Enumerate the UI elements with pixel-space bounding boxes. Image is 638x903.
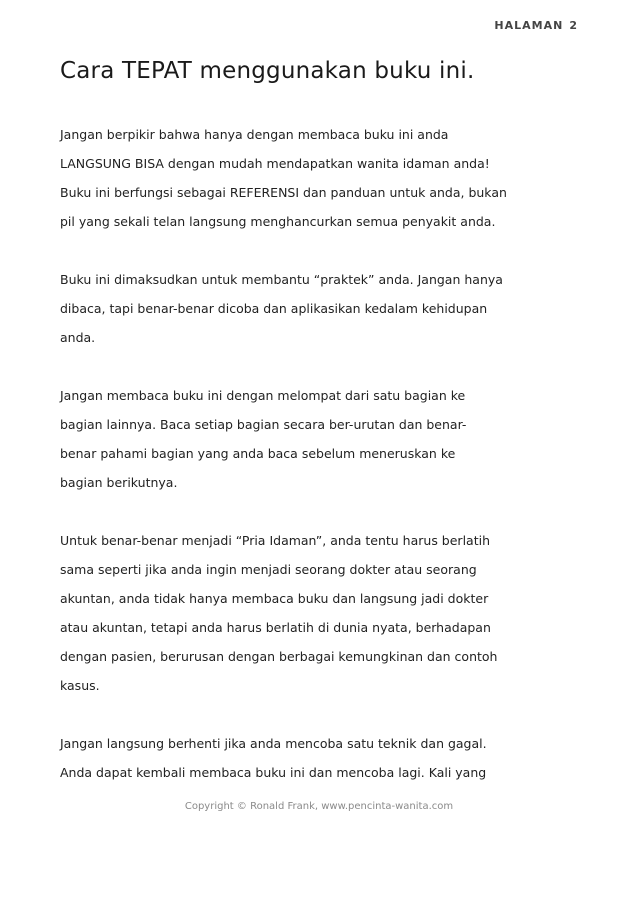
page-header-label: HALAMAN bbox=[494, 19, 564, 32]
paragraph-2 bbox=[60, 265, 580, 352]
text-line: Untuk benar-benar menjadi “Pria Idaman”, anda tentu harus berlatih bbox=[60, 533, 491, 548]
text-line: pil yang sekali telan langsung menghancurkan semua penyakit anda. bbox=[60, 214, 496, 229]
paragraph-5 bbox=[60, 729, 580, 787]
text-line: LANGSUNG BISA dengan mudah mendapatkan wanita idaman anda! bbox=[60, 156, 490, 171]
text-line: sama seperti jika anda ingin menjadi seorang dokter atau seorang bbox=[60, 562, 477, 577]
text-line: Anda dapat kembali membaca buku ini dan mencoba lagi. Kali yang bbox=[60, 765, 487, 780]
text-line: Buku ini berfungsi sebagai REFERENSI dan panduan untuk anda, bukan bbox=[60, 185, 507, 200]
text-line: anda. bbox=[60, 330, 96, 345]
page-header bbox=[494, 19, 578, 32]
page-number: 2 bbox=[569, 19, 578, 32]
paragraph-gap bbox=[60, 700, 580, 729]
text-line: Jangan berpikir bahwa hanya dengan membaca buku ini anda bbox=[60, 127, 449, 142]
document-title: Cara TEPAT menggunakan buku ini. bbox=[60, 58, 475, 84]
paragraph-gap bbox=[60, 236, 580, 265]
text-line: kasus. bbox=[60, 678, 100, 693]
text-line: dibaca, tapi benar-benar dicoba dan aplikasikan kedalam kehidupan bbox=[60, 301, 488, 316]
text-line: benar pahami bagian yang anda baca sebelum meneruskan ke bbox=[60, 446, 456, 461]
paragraph-4 bbox=[60, 526, 580, 700]
text-line: Jangan langsung berhenti jika anda mencoba satu teknik dan gagal. bbox=[60, 736, 487, 751]
paragraph-3 bbox=[60, 381, 580, 497]
footer-copyright: Copyright © Ronald Frank, www.pencinta-wanita.com bbox=[184, 801, 454, 812]
text-line: Jangan membaca buku ini dengan melompat dari satu bagian ke bbox=[60, 388, 466, 403]
paragraph-gap bbox=[60, 352, 580, 381]
paragraph-gap bbox=[60, 497, 580, 526]
text-line: bagian berikutnya. bbox=[60, 475, 178, 490]
text-line: dengan pasien, berurusan dengan berbagai kemungkinan dan contoh bbox=[60, 649, 498, 664]
text-line: akuntan, anda tidak hanya membaca buku dan langsung jadi dokter bbox=[60, 591, 489, 606]
body-text bbox=[60, 120, 580, 787]
text-line: atau akuntan, tetapi anda harus berlatih di dunia nyata, berhadapan bbox=[60, 620, 491, 635]
text-line: Buku ini dimaksudkan untuk membantu “praktek” anda. Jangan hanya bbox=[60, 272, 503, 287]
paragraph-1 bbox=[60, 120, 580, 236]
text-line: bagian lainnya. Baca setiap bagian secara ber-urutan dan benar- bbox=[60, 417, 467, 432]
